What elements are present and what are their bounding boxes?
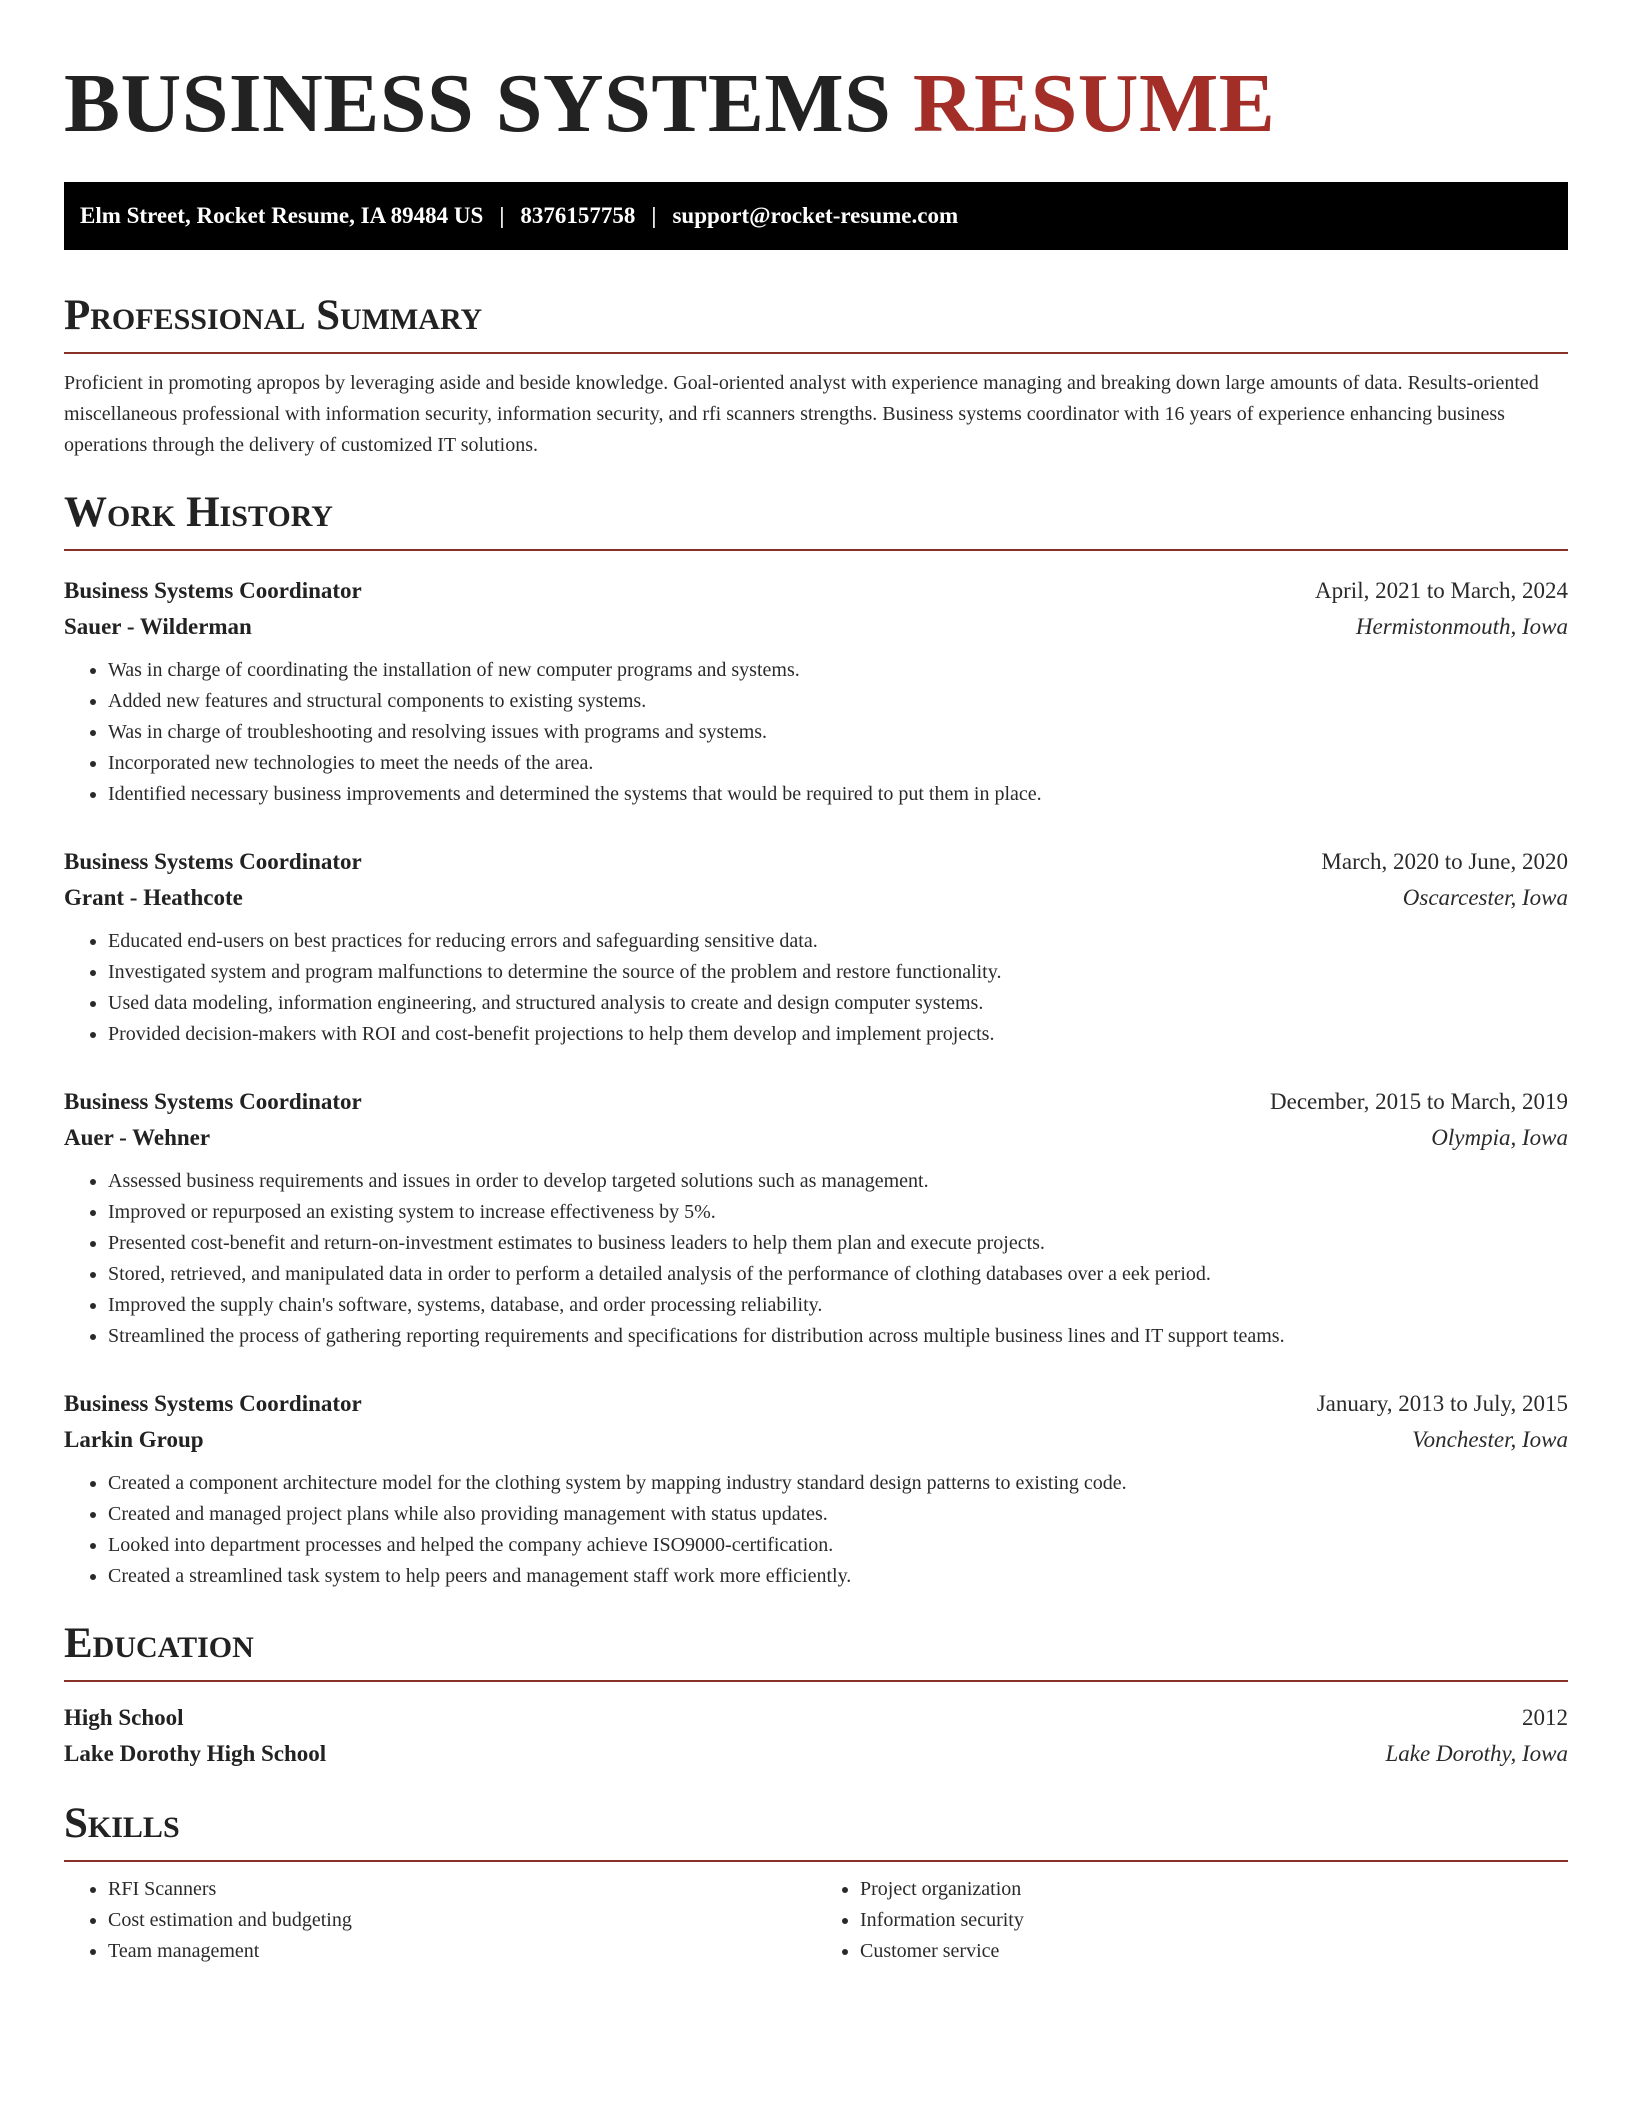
job-location: Vonchester, Iowa <box>1412 1427 1568 1452</box>
job-bullet: • Created and managed project plans while also providing management with status updates. <box>108 1499 1568 1530</box>
job-bullet: • Improved the supply chain's software, systems, database, and order processing reliability. <box>108 1290 1568 1321</box>
contact-address: Elm Street, Rocket Resume, IA 89484 US <box>80 203 484 228</box>
skill-item: • Project organization <box>860 1874 1568 1905</box>
job-bullet: • Incorporated new technologies to meet the needs of the area. <box>108 748 1568 779</box>
education-year: 2012 <box>1522 1705 1568 1730</box>
job-bullet: • Identified necessary business improvements and determined the systems that would be required to put them in place. <box>108 779 1568 810</box>
job-bullet: • Streamlined the process of gathering reporting requirements and specifications for distribution across multiple business lines and IT support teams. <box>108 1321 1568 1352</box>
job-bullet: • Presented cost-benefit and return-on-investment estimates to business leaders to help them plan and execute projects. <box>108 1228 1568 1259</box>
job-list <box>64 573 1568 1592</box>
job-row <box>64 1084 1568 1120</box>
job-bullet-list <box>64 655 1568 810</box>
skill-item: • RFI Scanners <box>108 1874 816 1905</box>
education-section <box>64 1618 1568 1772</box>
job-row <box>64 1386 1568 1422</box>
contact-bar <box>64 182 1568 250</box>
title-main: BUSINESS SYSTEMS <box>64 57 892 150</box>
education-degree: High School <box>64 1705 184 1730</box>
job-bullet: • Added new features and structural components to existing systems. <box>108 686 1568 717</box>
job-bullet: • Created a component architecture model for the clothing system by mapping industry standard design patterns to existing code. <box>108 1468 1568 1499</box>
contact-phone: 8376157758 <box>520 203 636 228</box>
job-dates: April, 2021 to March, 2024 <box>1315 578 1568 603</box>
job-bullet: • Investigated system and program malfunctions to determine the source of the problem and restore functionality. <box>108 957 1568 988</box>
job-bullet-list <box>64 926 1568 1050</box>
skills-section <box>64 1798 1568 1967</box>
job-title: Business Systems Coordinator <box>64 1089 362 1114</box>
job-bullet: • Educated end-users on best practices for reducing errors and safeguarding sensitive data. <box>108 926 1568 957</box>
job-company: Auer - Wehner <box>64 1125 211 1150</box>
job-bullet: • Assessed business requirements and issues in order to develop targeted solutions such as management. <box>108 1166 1568 1197</box>
job-bullet: • Improved or repurposed an existing system to increase effectiveness by 5%. <box>108 1197 1568 1228</box>
section-heading: Education <box>64 1618 1568 1682</box>
job-location: Olympia, Iowa <box>1431 1125 1568 1150</box>
job-bullet: • Provided decision-makers with ROI and cost-benefit projections to help them develop and implement projects. <box>108 1019 1568 1050</box>
skill-item: • Team management <box>108 1936 816 1967</box>
job-row <box>64 844 1568 880</box>
work-history-section <box>64 487 1568 1592</box>
job-bullet: • Stored, retrieved, and manipulated data in order to perform a detailed analysis of the performance of clothing databases over a eek period. <box>108 1259 1568 1290</box>
skill-item: • Information security <box>860 1905 1568 1936</box>
job-bullet: • Looked into department processes and helped the company achieve ISO9000-certification. <box>108 1530 1568 1561</box>
job-bullet: • Used data modeling, information engineering, and structured analysis to create and design computer systems. <box>108 988 1568 1019</box>
education-location: Lake Dorothy, Iowa <box>1385 1741 1568 1766</box>
job-entry <box>64 1386 1568 1592</box>
job-dates: December, 2015 to March, 2019 <box>1270 1089 1568 1114</box>
education-row <box>64 1700 1568 1736</box>
contact-separator: | <box>651 203 657 228</box>
skills-column-left <box>64 1874 816 1967</box>
professional-summary-section <box>64 290 1568 461</box>
job-title: Business Systems Coordinator <box>64 578 362 603</box>
job-row <box>64 880 1568 916</box>
contact-email: support@rocket-resume.com <box>672 203 959 228</box>
job-row <box>64 1120 1568 1156</box>
job-dates: January, 2013 to July, 2015 <box>1316 1391 1568 1416</box>
section-heading: Work History <box>64 487 1568 551</box>
education-school: Lake Dorothy High School <box>64 1741 327 1766</box>
contact-separator: | <box>499 203 505 228</box>
skill-item: • Customer service <box>860 1936 1568 1967</box>
job-entry <box>64 844 1568 1050</box>
job-location: Hermistonmouth, Iowa <box>1355 614 1568 639</box>
skills-column-right <box>816 1874 1568 1967</box>
section-heading: Skills <box>64 1798 1568 1862</box>
job-company: Larkin Group <box>64 1427 204 1452</box>
job-title: Business Systems Coordinator <box>64 849 362 874</box>
job-row <box>64 1422 1568 1458</box>
job-bullet: • Was in charge of troubleshooting and resolving issues with programs and systems. <box>108 717 1568 748</box>
job-company: Sauer - Wilderman <box>64 614 252 639</box>
education-entry <box>64 1700 1568 1772</box>
education-row <box>64 1736 1568 1772</box>
job-dates: March, 2020 to June, 2020 <box>1321 849 1568 874</box>
job-bullet-list <box>64 1468 1568 1592</box>
job-row <box>64 573 1568 609</box>
job-row <box>64 609 1568 645</box>
job-title: Business Systems Coordinator <box>64 1391 362 1416</box>
job-entry <box>64 1084 1568 1352</box>
job-entry <box>64 573 1568 810</box>
job-location: Oscarcester, Iowa <box>1402 885 1568 910</box>
job-bullet-list <box>64 1166 1568 1352</box>
title-accent: RESUME <box>912 57 1276 150</box>
skill-item: • Cost estimation and budgeting <box>108 1905 816 1936</box>
summary-text: Proficient in promoting apropos by leveraging aside and beside knowledge. Goal-oriented analyst with experience managing and breaking down large amounts of data. Results-oriented miscellaneous professional with information security, information security, and rfi scanners strengths. Business systems coordinator with 16 years of experience enhancing business operations through the delivery of customized IT solutions. <box>64 372 1539 456</box>
section-heading: Professional Summary <box>64 290 1568 354</box>
job-bullet: • Was in charge of coordinating the installation of new computer programs and systems. <box>108 655 1568 686</box>
skills-grid <box>64 1874 1568 1967</box>
job-bullet: • Created a streamlined task system to help peers and management staff work more efficiently. <box>108 1561 1568 1592</box>
resume-title <box>64 0 1568 150</box>
job-company: Grant - Heathcote <box>64 885 243 910</box>
